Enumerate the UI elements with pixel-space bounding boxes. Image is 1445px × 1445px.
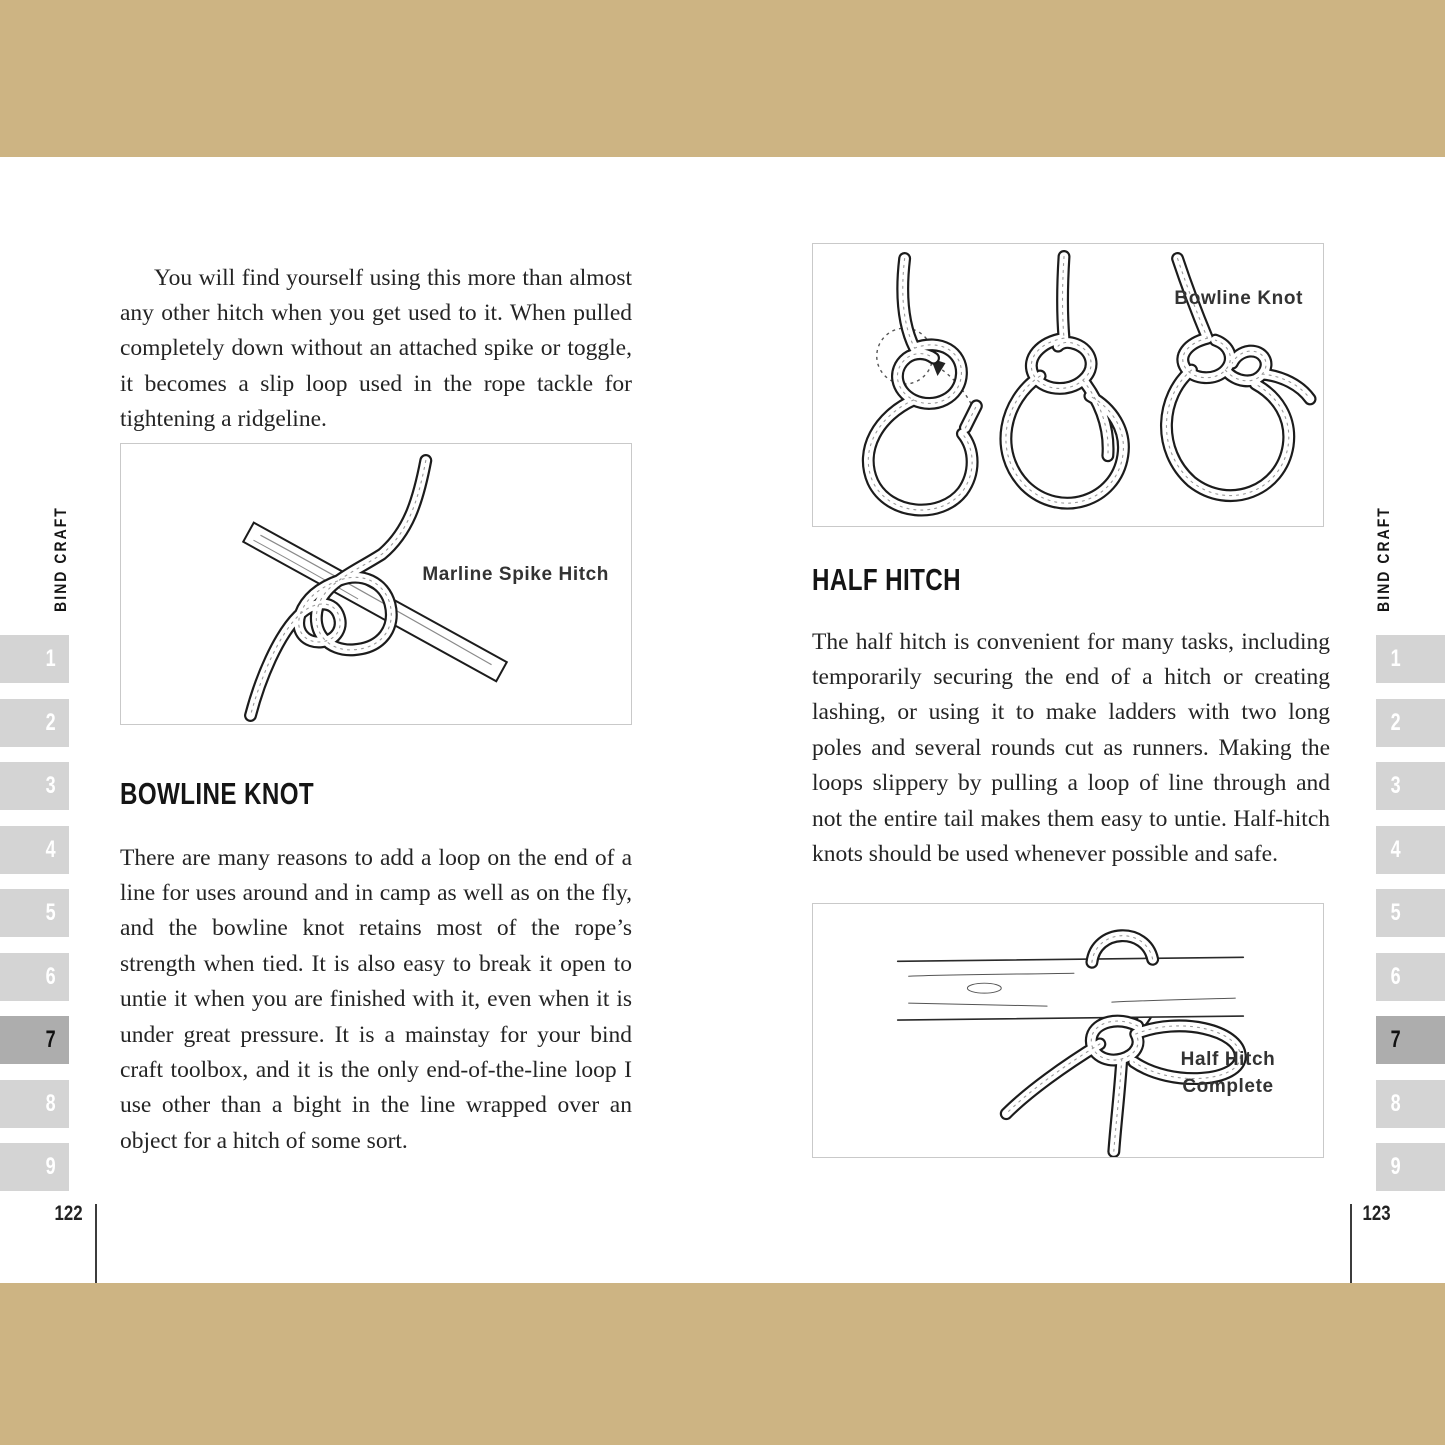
chapter-tab-6 — [1376, 953, 1445, 1001]
figure-label-line1: Half Hitch — [1180, 1049, 1276, 1070]
chapter-tab-7-active — [0, 1016, 69, 1064]
chapter-tab-7-active — [1376, 1016, 1445, 1064]
chapter-tab-3 — [0, 762, 69, 810]
chapter-tab-4 — [0, 826, 69, 874]
figure-label-marline-spike-hitch: Marline Spike Hitch — [422, 564, 609, 585]
chapter-tab-8 — [0, 1080, 69, 1128]
chapter-tab-9 — [1376, 1143, 1445, 1191]
folio-rule-right — [1350, 1204, 1352, 1283]
chapter-tab-5 — [1376, 889, 1445, 937]
section-heading-half-hitch: HALF HITCH — [812, 562, 961, 597]
chapter-tab-label: 6 — [45, 962, 56, 990]
chapter-tab-label: 5 — [1390, 899, 1401, 926]
chapter-tab-label: 2 — [1390, 708, 1401, 736]
half-hitch-paragraph: The half hitch is convenient for many tasks, including temporarily securing the end of a hitch or creating lashing, or using it to make ladders with two long poles and several rounds cut as runners. Making the loops slippery by pulling a loop of line through and not the entire tail makes them easy to untie. Half-hitch knots should be used whenever possible and safe. — [812, 628, 1330, 867]
chapter-title-vertical-right: BIND CRAFT — [1374, 506, 1393, 612]
chapter-tab-5 — [0, 889, 69, 937]
section-heading-bowline-knot: BOWLINE KNOT — [120, 776, 315, 811]
chapter-tab-label: 6 — [1390, 962, 1401, 990]
chapter-tab-label: 9 — [1390, 1153, 1401, 1180]
chapter-tab-label: 7 — [45, 1026, 56, 1053]
chapter-tab-strip-left — [0, 635, 69, 1191]
chapter-tab-label: 5 — [45, 899, 56, 926]
chapter-tab-8 — [1376, 1080, 1445, 1128]
chapter-tab-label: 1 — [45, 645, 56, 672]
chapter-tab-4 — [1376, 826, 1445, 874]
figure-bowline-knot-steps — [812, 243, 1324, 527]
bowline-knot-paragraph: There are many reasons to add a loop on the end of a line for uses around and in camp as well as on the fly, and the bowline knot retains most of the rope’s strength when tied. It is also easy to break it open to untie it when you are finished with it, even when it is under great pressure. It is a mainstay for your bind craft toolbox, and it is the only end-of-the-line loop I use other than a bight in the line wrapped over an object for a hitch of some sort. — [120, 844, 632, 1154]
spike-stick — [243, 523, 507, 682]
folio-rule-left — [95, 1204, 97, 1283]
chapter-tab-label: 3 — [1390, 772, 1401, 799]
bottom-band — [0, 1283, 1445, 1445]
chapter-tab-label: 8 — [45, 1089, 56, 1117]
figure-half-hitch-complete — [812, 903, 1324, 1158]
figure-label-bowline-knot: Bowline Knot — [1174, 288, 1303, 309]
chapter-tab-2 — [0, 699, 69, 747]
page-number-right: 123 — [1362, 1202, 1391, 1225]
chapter-tab-3 — [1376, 762, 1445, 810]
chapter-tab-label: 1 — [1390, 645, 1401, 672]
wood-pole — [898, 957, 1244, 1020]
figure-marline-spike-hitch — [120, 443, 632, 725]
chapter-tab-strip-right — [1376, 635, 1445, 1191]
chapter-tab-9 — [0, 1143, 69, 1191]
page-number-left: 122 — [54, 1202, 83, 1225]
figure-label-half-hitch-complete — [1153, 1046, 1303, 1100]
chapter-tab-label: 4 — [45, 835, 56, 863]
chapter-tab-2 — [1376, 699, 1445, 747]
rope — [250, 460, 425, 715]
chapter-tab-1 — [1376, 635, 1445, 683]
figure-label-line2: Complete — [1182, 1076, 1274, 1097]
half-hitch-illustration — [813, 904, 1323, 1157]
chapter-tab-label: 7 — [1390, 1026, 1401, 1053]
chapter-tab-label: 4 — [1390, 835, 1401, 863]
chapter-tab-label: 8 — [1390, 1089, 1401, 1117]
top-band — [0, 0, 1445, 157]
chapter-tab-label: 3 — [45, 772, 56, 799]
bowline-knot-illustration — [813, 244, 1323, 526]
chapter-tab-label: 9 — [45, 1153, 56, 1180]
chapter-title-vertical-left: BIND CRAFT — [51, 506, 70, 612]
left-page-intro-paragraph: You will find yourself using this more than almost any other hitch when you get used to it. When pulled completely down without an attached spike or toggle, it becomes a slip loop used in the rope tackle for tightening a ridgeline. — [120, 264, 632, 433]
chapter-tab-6 — [0, 953, 69, 1001]
chapter-tab-1 — [0, 635, 69, 683]
chapter-tab-label: 2 — [45, 708, 56, 736]
